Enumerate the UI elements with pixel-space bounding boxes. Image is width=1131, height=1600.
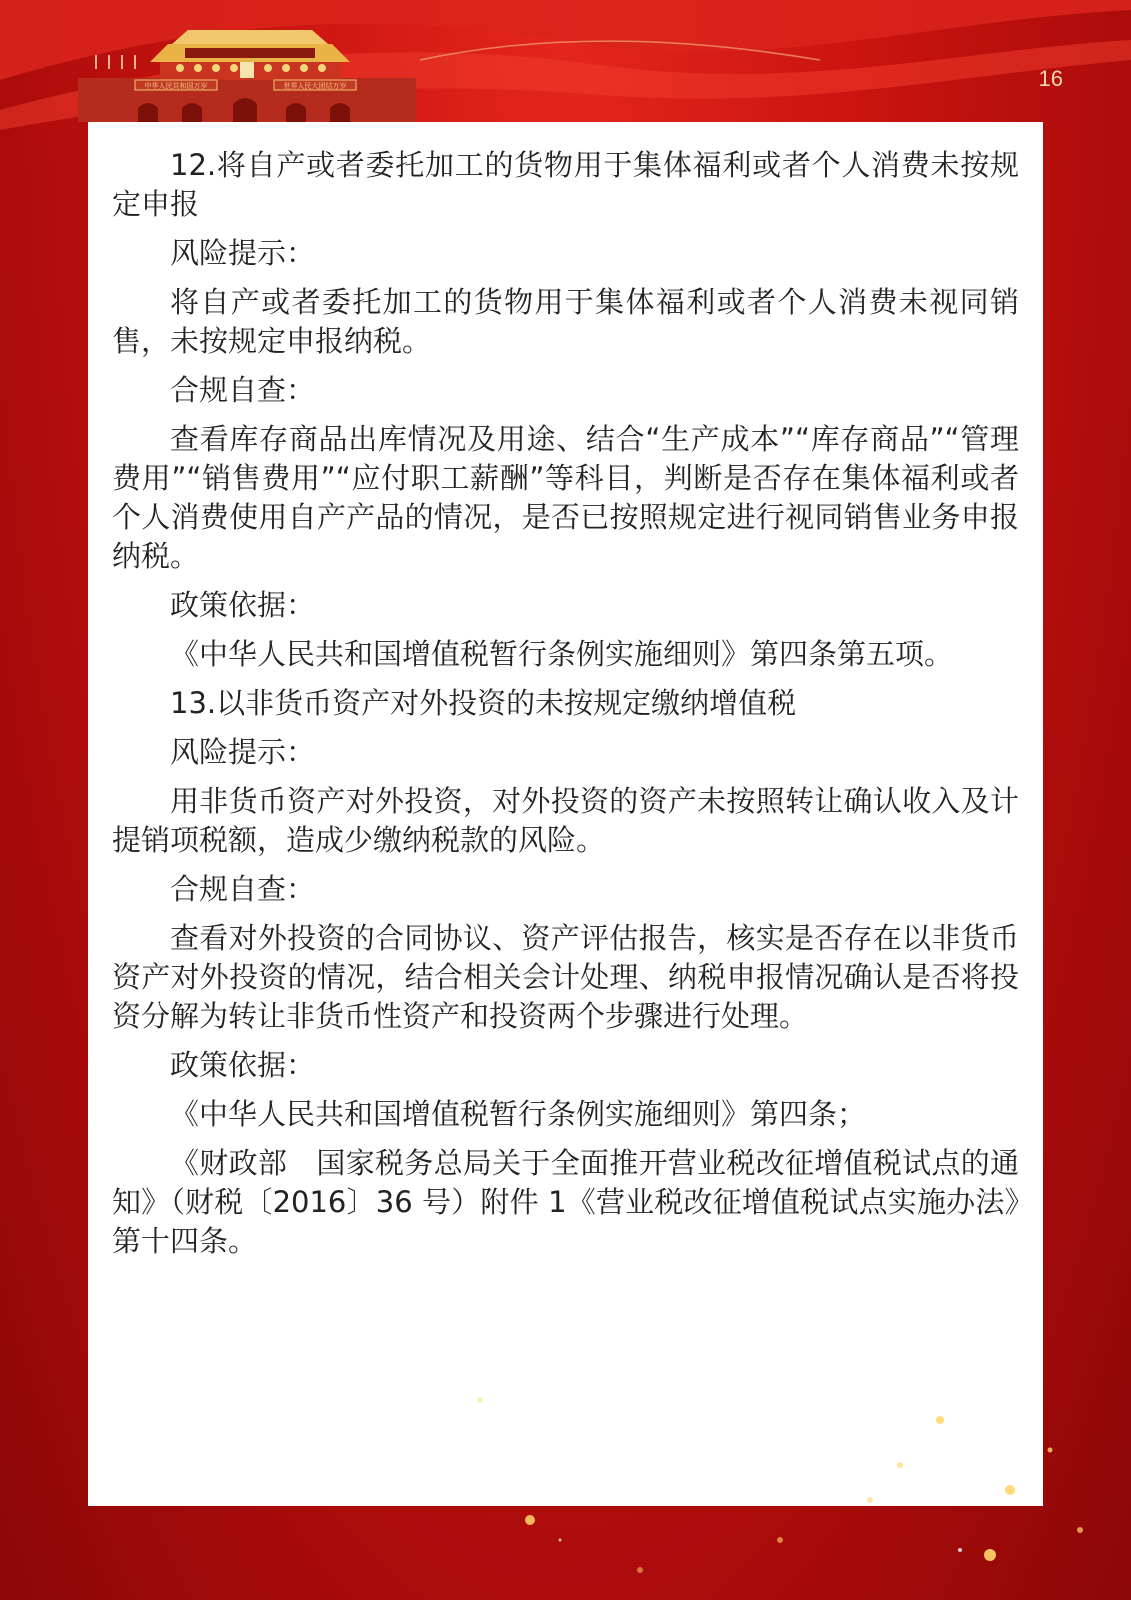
paragraph: 《中华人民共和国增值税暂行条例实施细则》第四条； <box>170 1097 867 1131</box>
paragraph: 13.以非货币资产对外投资的未按规定缴纳增值税 <box>170 686 797 720</box>
paragraph: 合规自查： <box>170 872 316 906</box>
paragraph: 政策依据： <box>170 588 316 622</box>
paragraph: 《中华人民共和国增值税暂行条例实施细则》第四条第五项。 <box>170 637 954 671</box>
gate-banner-right: 世界人民大团结万岁 <box>283 82 347 90</box>
paragraph: 12.将自产或者委托加工的货物用于集体福利或者个人消费未按规定申报 <box>112 148 1019 221</box>
paragraph: 《财政部 国家税务总局关于全面推开营业税改征增值税试点的通知》（财税〔2016〕36 号）附件 1《营业税改征增值税试点实施办法》第十四条。 <box>112 1146 1019 1258</box>
paragraph: 查看对外投资的合同协议、资产评估报告，核实是否存在以非货币资产对外投资的情况，结合相关会计处理、纳税申报情况确认是否将投资分解为转让非货币性资产和投资两个步骤进行处理。 <box>112 921 1019 1033</box>
paragraph: 将自产或者委托加工的货物用于集体福利或者个人消费未视同销售，未按规定申报纳税。 <box>112 285 1019 358</box>
content-panel <box>88 122 1043 1506</box>
paragraph: 合规自查： <box>170 373 316 407</box>
page-number: 16 <box>1038 66 1063 91</box>
gate-banner-left: 中华人民共和国万岁 <box>144 82 208 90</box>
paragraph: 用非货币资产对外投资，对外投资的资产未按照转让确认收入及计提销项税额，造成少缴纳税款的风险。 <box>112 784 1019 857</box>
paragraph: 风险提示： <box>170 236 316 270</box>
paragraph: 政策依据： <box>170 1048 316 1082</box>
header-decoration <box>0 0 1131 140</box>
paragraph: 查看库存商品出库情况及用途、结合“生产成本”“库存商品”“管理费用”“销售费用”“应付职工薪酬”等科目，判断是否存在集体福利或者个人消费使用自产产品的情况，是否已按照规定进行视同销售业务申报纳税。 <box>112 422 1019 573</box>
paragraph: 风险提示： <box>170 735 316 769</box>
